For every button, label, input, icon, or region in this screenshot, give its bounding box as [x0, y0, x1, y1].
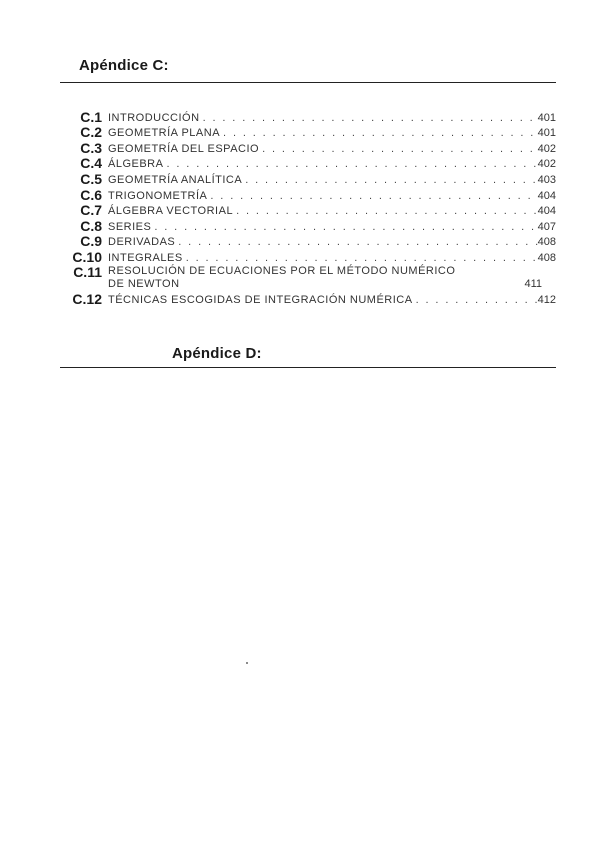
toc-entry-c11[interactable] — [60, 265, 556, 291]
appendix-d-heading: Apéndice D: — [172, 345, 262, 362]
entry-number: C.5 — [80, 170, 102, 187]
toc-entry-c9[interactable] — [60, 234, 556, 250]
dot-leader — [233, 205, 538, 218]
appendix-c-heading: Apéndice C: — [79, 57, 169, 74]
toc-entry-c4[interactable] — [60, 156, 556, 172]
entry-title: ÁLGEBRA VECTORIAL — [108, 205, 234, 218]
dot-leader — [175, 236, 537, 249]
entry-title: DERIVADAS — [108, 236, 176, 249]
entry-title-line-2-row — [108, 278, 556, 291]
entry-number: C.1 — [80, 108, 102, 125]
entry-number: C.9 — [80, 233, 102, 250]
entry-number: C.8 — [80, 217, 102, 234]
entry-title: GEOMETRÍA ANALÍTICA — [108, 173, 243, 186]
entry-title: TÉCNICAS ESCOGIDAS DE INTEGRACIÓN NUMÉRICA — [108, 293, 413, 306]
entry-title-line-2: DE NEWTON — [108, 277, 180, 290]
dot-leader — [163, 158, 537, 171]
toc-entry-c6[interactable] — [60, 187, 556, 203]
dot-leader — [220, 127, 538, 140]
entry-number: C.3 — [80, 139, 102, 156]
dot-leader — [207, 190, 537, 203]
entry-page: 404 — [537, 205, 556, 218]
toc-entry-c2[interactable] — [60, 125, 556, 141]
dot-leader — [413, 294, 538, 307]
entry-number: C.12 — [72, 290, 102, 307]
entry-page: 412 — [537, 293, 556, 306]
entry-title: INTRODUCCIÓN — [108, 111, 200, 124]
scan-speck — [246, 662, 248, 664]
entry-number: C.11 — [73, 263, 102, 280]
entry-title: GEOMETRÍA DEL ESPACIO — [108, 142, 260, 155]
entry-page: 403 — [537, 173, 556, 186]
toc-entry-c1[interactable] — [60, 109, 556, 125]
entry-page: 411 — [524, 277, 542, 290]
entry-page: 408 — [537, 251, 556, 264]
toc-entry-c12[interactable] — [60, 291, 556, 307]
toc-entry-c10[interactable] — [60, 249, 556, 265]
entry-page: 407 — [537, 220, 556, 233]
dot-leader — [259, 143, 538, 156]
appendix-c-rule — [60, 82, 556, 83]
appendix-d-rule — [60, 367, 556, 368]
entry-page: 404 — [537, 189, 556, 202]
entry-body — [108, 265, 556, 291]
toc-entry-c5[interactable] — [60, 171, 556, 187]
entry-title-line-1: RESOLUCIÓN DE ECUACIONES POR EL MÉTODO NUMÉRICO — [108, 264, 456, 277]
entry-title: GEOMETRÍA PLANA — [108, 127, 221, 140]
entry-number: C.4 — [80, 155, 102, 172]
entry-page: 401 — [537, 127, 556, 140]
toc-entry-c8[interactable] — [60, 218, 556, 234]
entry-page: 402 — [537, 142, 556, 155]
dot-leader — [242, 174, 537, 187]
toc-entry-c3[interactable] — [60, 140, 556, 156]
entry-title: TRIGONOMETRÍA — [108, 189, 208, 202]
entry-page: 402 — [537, 158, 556, 171]
entry-number: C.7 — [80, 202, 102, 219]
entry-number: C.10 — [72, 248, 102, 265]
entry-title: INTEGRALES — [108, 251, 183, 264]
entry-number: C.2 — [80, 124, 102, 141]
dot-leader — [151, 221, 537, 234]
entry-title: SERIES — [108, 220, 152, 233]
entry-title: ÁLGEBRA — [108, 158, 164, 171]
entry-number: C.6 — [80, 186, 102, 203]
entry-page: 401 — [537, 111, 556, 124]
appendix-c-toc — [60, 109, 556, 307]
dot-leader — [183, 252, 538, 265]
entry-page: 408 — [537, 236, 556, 249]
toc-entry-c7[interactable] — [60, 203, 556, 219]
dot-leader — [200, 112, 538, 125]
